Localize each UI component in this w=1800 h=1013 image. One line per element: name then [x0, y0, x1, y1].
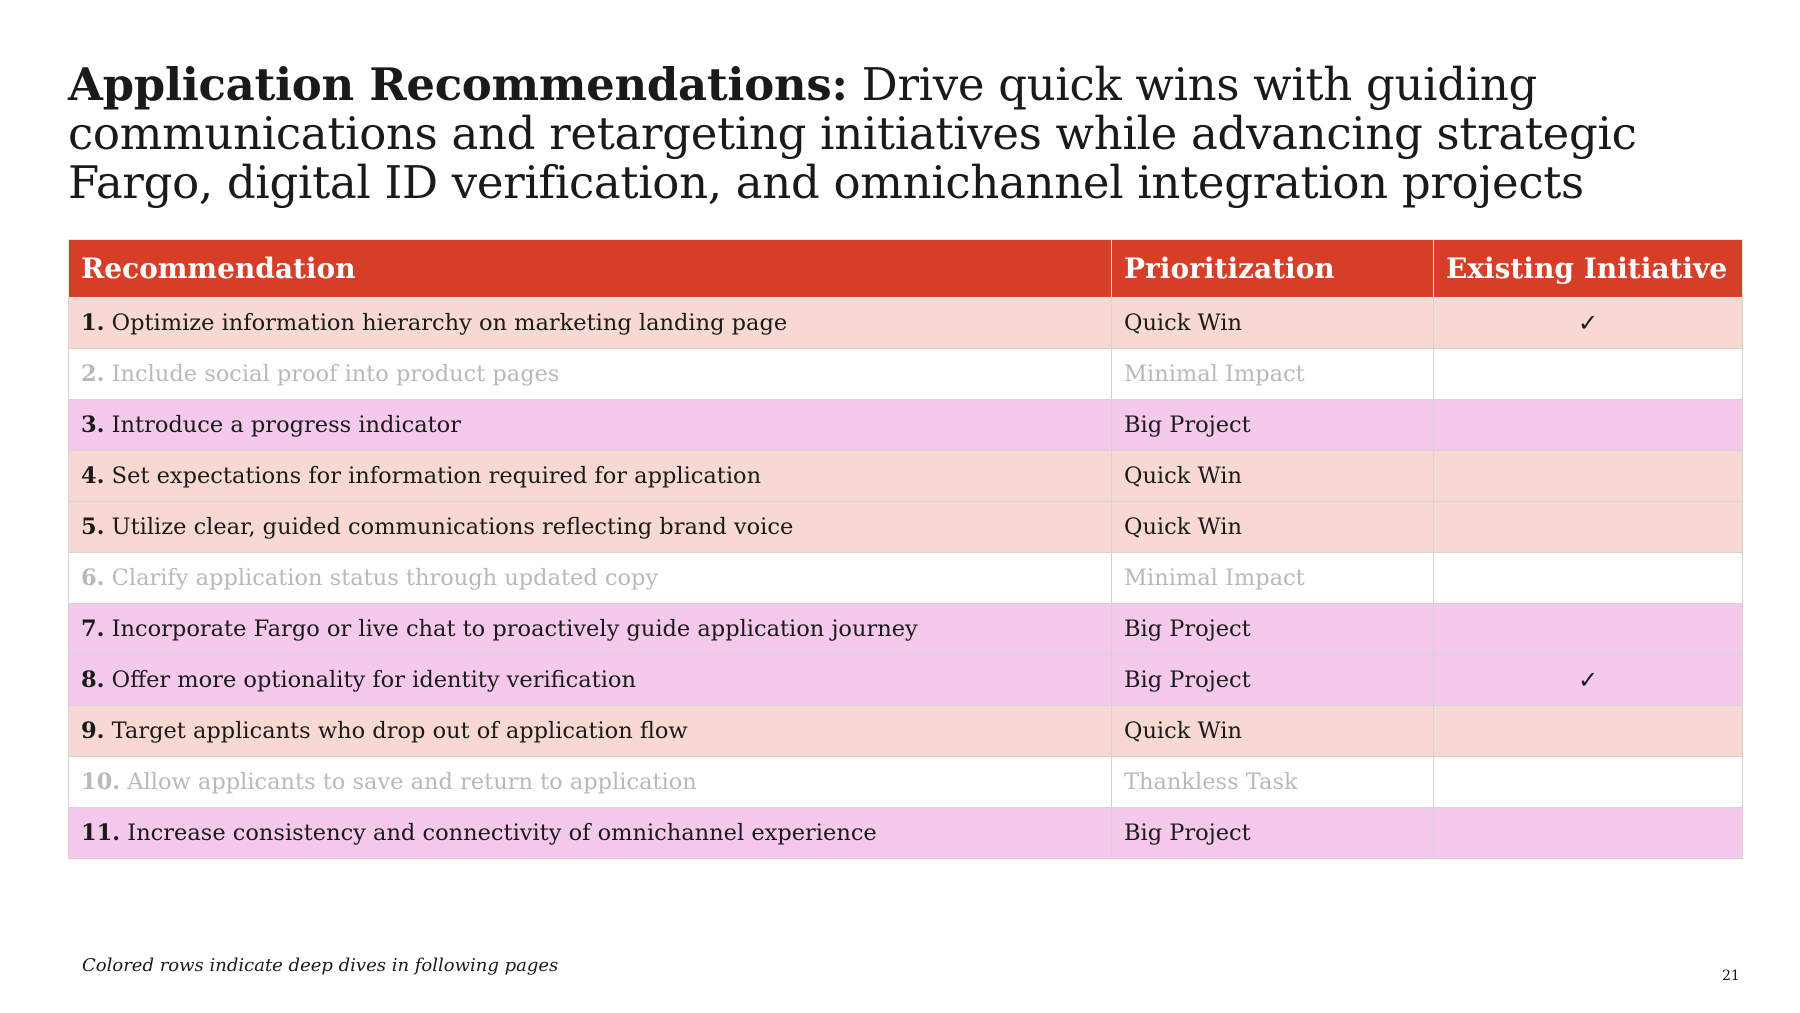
header-existing-initiative: Existing Initiative — [1434, 240, 1743, 298]
prioritization-cell: Big Project — [1112, 604, 1434, 655]
table-row — [69, 553, 1743, 604]
recommendation-text: Incorporate Fargo or live chat to proactively guide application journey — [104, 616, 918, 642]
table-row — [69, 349, 1743, 400]
recommendation-cell — [69, 604, 1112, 655]
recommendation-cell — [69, 706, 1112, 757]
prioritization-cell: Quick Win — [1112, 706, 1434, 757]
existing-initiative-cell — [1434, 808, 1743, 859]
header-prioritization: Prioritization — [1112, 240, 1434, 298]
title-lead: Application Recommendations: — [68, 58, 848, 111]
recommendation-cell — [69, 553, 1112, 604]
existing-initiative-cell: ✓ — [1434, 655, 1743, 706]
recommendation-text: Utilize clear, guided communications reflecting brand voice — [104, 514, 794, 540]
existing-initiative-cell: ✓ — [1434, 298, 1743, 349]
recommendation-cell — [69, 349, 1112, 400]
existing-initiative-cell — [1434, 400, 1743, 451]
prioritization-cell: Thankless Task — [1112, 757, 1434, 808]
existing-initiative-cell — [1434, 757, 1743, 808]
existing-initiative-cell — [1434, 451, 1743, 502]
prioritization-cell: Quick Win — [1112, 298, 1434, 349]
recommendation-number: 6. — [81, 565, 105, 591]
prioritization-cell: Quick Win — [1112, 451, 1434, 502]
slide-title — [68, 60, 1748, 207]
recommendation-text: Introduce a progress indicator — [104, 412, 461, 438]
existing-initiative-cell — [1434, 706, 1743, 757]
recommendation-cell — [69, 757, 1112, 808]
existing-initiative-cell — [1434, 604, 1743, 655]
prioritization-cell: Big Project — [1112, 400, 1434, 451]
table-row — [69, 604, 1743, 655]
prioritization-cell: Minimal Impact — [1112, 553, 1434, 604]
table-body — [69, 298, 1743, 859]
table-row — [69, 502, 1743, 553]
table-row — [69, 451, 1743, 502]
title-rest: Drive quick wins with guiding communications and retargeting initiatives while advancing strategic Fargo, digital ID verification, and omnichannel integration projects — [68, 58, 1637, 209]
header-recommendation: Recommendation — [69, 240, 1112, 298]
prioritization-cell: Minimal Impact — [1112, 349, 1434, 400]
recommendation-number: 1. — [81, 310, 105, 336]
prioritization-cell: Quick Win — [1112, 502, 1434, 553]
table-header-row — [69, 240, 1743, 298]
recommendation-text: Set expectations for information required for application — [104, 463, 762, 489]
prioritization-cell: Big Project — [1112, 655, 1434, 706]
recommendation-cell — [69, 400, 1112, 451]
prioritization-cell: Big Project — [1112, 808, 1434, 859]
existing-initiative-cell — [1434, 502, 1743, 553]
footnote: Colored rows indicate deep dives in following pages — [82, 955, 559, 976]
recommendation-text: Increase consistency and connectivity of omnichannel experience — [120, 820, 877, 846]
table-row — [69, 400, 1743, 451]
recommendations-table — [68, 239, 1743, 859]
table-row — [69, 298, 1743, 349]
table-row — [69, 655, 1743, 706]
recommendation-text: Optimize information hierarchy on marketing landing page — [104, 310, 788, 336]
recommendation-number: 5. — [81, 514, 105, 540]
existing-initiative-cell — [1434, 349, 1743, 400]
recommendation-number: 8. — [81, 667, 105, 693]
recommendation-cell — [69, 451, 1112, 502]
recommendation-text: Offer more optionality for identity verification — [104, 667, 636, 693]
recommendation-cell — [69, 808, 1112, 859]
recommendation-number: 7. — [81, 616, 105, 642]
recommendation-text: Clarify application status through updated copy — [104, 565, 659, 591]
existing-initiative-cell — [1434, 553, 1743, 604]
page-number: 21 — [1722, 968, 1740, 984]
recommendation-number: 11. — [81, 820, 121, 846]
recommendation-number: 9. — [81, 718, 105, 744]
recommendation-number: 2. — [81, 361, 105, 387]
recommendation-text: Allow applicants to save and return to application — [120, 769, 697, 795]
recommendation-number: 3. — [81, 412, 105, 438]
table-row — [69, 757, 1743, 808]
table-row — [69, 808, 1743, 859]
recommendation-text: Include social proof into product pages — [104, 361, 560, 387]
recommendation-text: Target applicants who drop out of application flow — [104, 718, 688, 744]
recommendation-cell — [69, 298, 1112, 349]
recommendation-number: 4. — [81, 463, 105, 489]
recommendation-cell — [69, 502, 1112, 553]
table-row — [69, 706, 1743, 757]
recommendation-number: 10. — [81, 769, 121, 795]
recommendation-cell — [69, 655, 1112, 706]
